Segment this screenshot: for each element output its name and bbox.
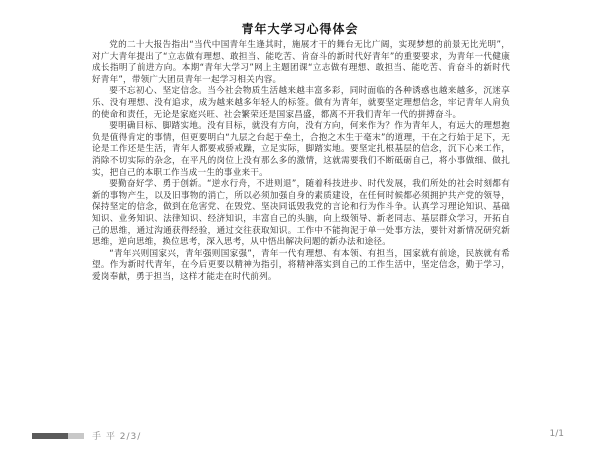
paragraph-2: 要不忘初心、坚定信念。当今社会物质生活越来越丰富多彩，同时面临的各种诱惑也越来越多，沉迷享乐、没有理想、没有追求，成为越来越多年轻人的标签。做有为青年，就要坚定理想信念，牢记青年人肩负的使命和责任，无论是家庭兴旺、社会繁荣还是国家昌盛，都离不开我们青年一代的拼搏奋斗。 xyxy=(92,86,510,120)
footer-page-count: 1/1 xyxy=(549,429,564,439)
footer-progress-bar xyxy=(32,433,68,439)
paragraph-5: “青年兴则国家兴，青年强则国家强”，青年一代有理想、有本领、有担当，国家就有前途，民族就有希望。作为新时代青年，在今后更要以精神为指引，将精神落实到自己的工作生活中，坚定信念，勤于学习，爱岗奉献，勇于担当，这样才能走在时代前列。 xyxy=(92,248,510,282)
document-body xyxy=(92,40,510,283)
footer-page-label: 手 平 2/3/ xyxy=(92,432,142,442)
page-footer xyxy=(0,428,600,446)
paragraph-3: 要明确目标、脚踏实地。没有目标，就没有方向，没有方向，何来作为？作为青年人，有远大的理想抱负是值得肯定的事情，但更要明白“九层之台起于垒土，合抱之木生于毫末”的道理，干在之行始于足下，无论是工作还是生活，青年人都要戒骄戒躁，立足实际，脚踏实地。要坚定扎根基层的信念，沉下心来工作，消除不切实际的杂念，在平凡的岗位上没有那么多的激情，这就需要我们不断砥砺自己，将小事做细、做扎实，把自己的本职工作当成一生的事业来干。 xyxy=(92,121,510,178)
paragraph-1: 党的二十大报告指出“当代中国青年生逢其时，施展才干的舞台无比广阔，实现梦想的前景无比光明”，对广大青年提出了“立志做有理想、敢担当、能吃苦、肯奋斗的新时代好青年”的重要要求，为青年一代健康成长指明了前进方向。本期“青年大学习”网上主题团课“立志做有理想、敢担当、能吃苦、肯奋斗的新时代好青年”，带领广大团员青年一起学习相关内容。 xyxy=(92,40,510,85)
footer-progress-track xyxy=(68,433,84,439)
paragraph-4: 要勤奋好学、勇于创新。“逆水行舟，不进则退”，随着科技进步、时代发展，我们所处的社会时刻都有新的事物产生，以及旧事物的消亡，所以必须加强自身的素质建设，在任何时候都必须拥护共产党的领导，保持坚定的信念，做到在危害党、在毁党、坚决同诋毁我党的言论和行为作斗争。认真学习理论知识、基础知识、业务知识、法律知识、经济知识，丰富自己的头脑，向上级领导、新老同志、基层群众学习，开拓自己的思维，通过沟通获得经验，通过交往获取知识。工作中不能拘泥于单一处事方法，要针对新情况研究新思维，逆向思维，换位思考，深入思考，从中悟出解决问题的新办法和途径。 xyxy=(92,179,510,248)
page-title: 青年大学习心得体会 xyxy=(241,22,359,36)
